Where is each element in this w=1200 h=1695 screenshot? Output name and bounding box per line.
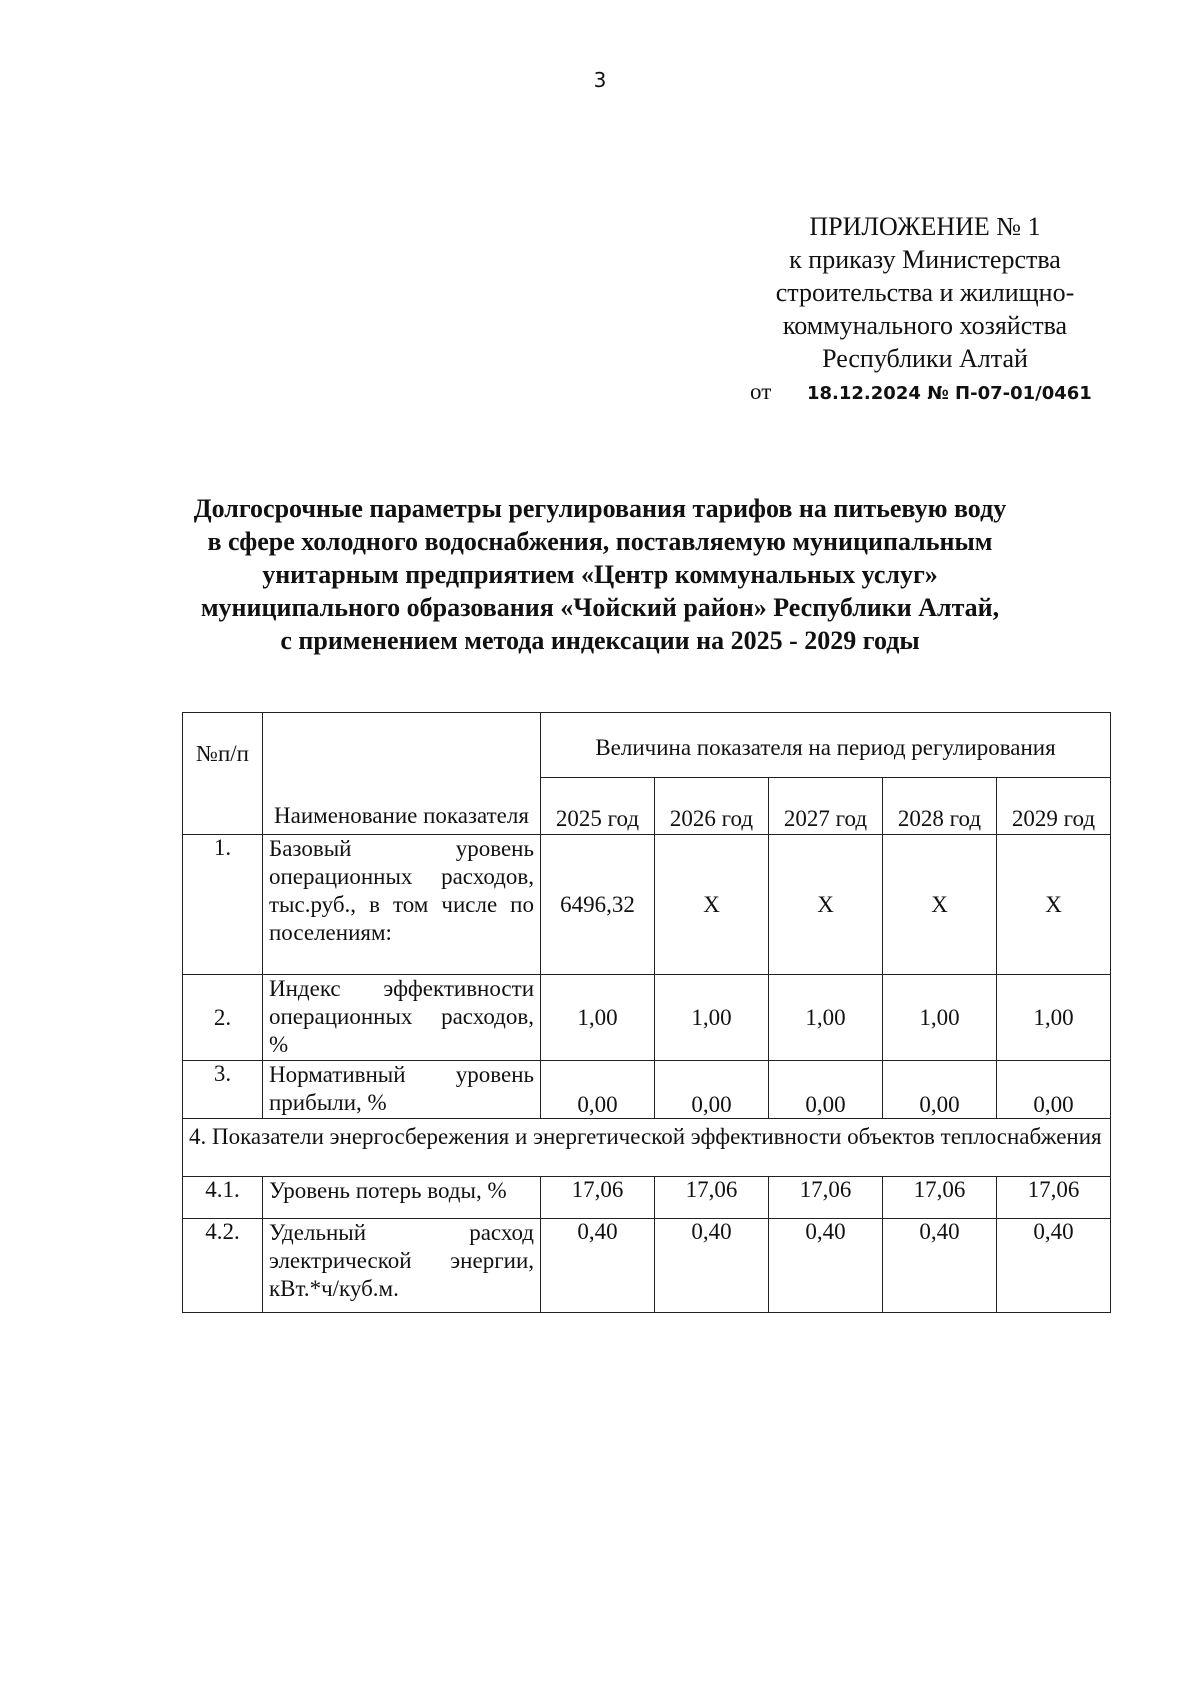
- row-value: 1,00: [541, 975, 655, 1061]
- title-line: в сфере холодного водоснабжения, поставляемую муниципальным: [207, 527, 993, 556]
- page-number: 3: [593, 68, 607, 92]
- header-year: 2025 год: [541, 778, 655, 835]
- header-name: Наименование показателя: [263, 713, 541, 835]
- row-value: Х: [769, 835, 883, 975]
- table-row: [183, 1177, 1111, 1219]
- title-line: Долгосрочные параметры регулирования тарифов на питьевую воду: [193, 494, 1007, 523]
- row-name: Индекс эффективности операционных расходов, %: [263, 975, 541, 1061]
- table-row: [183, 1061, 1111, 1119]
- indicators-table: [182, 712, 1111, 1313]
- row-number: 4.1.: [183, 1177, 263, 1219]
- appendix-line: к приказу Министерства: [789, 245, 1061, 274]
- document-title: [120, 492, 1080, 657]
- row-value: 1,00: [655, 975, 769, 1061]
- appendix-line: строительства и жилищно-: [775, 278, 1075, 307]
- row-value: 0,00: [541, 1061, 655, 1119]
- row-name: Удельный расход электрической энергии, кВт.*ч/куб.м.: [263, 1219, 541, 1313]
- header-year: 2029 год: [997, 778, 1111, 835]
- row-value: 6496,32: [541, 835, 655, 975]
- row-value: 0,40: [883, 1219, 997, 1313]
- title-line: унитарным предприятием «Центр коммунальных услуг»: [262, 560, 938, 589]
- table-header-row: [183, 713, 1111, 778]
- row-name: Базовый уровень операционных расходов, тыс.руб., в том числе по поселениям:: [263, 835, 541, 975]
- header-year: 2028 год: [883, 778, 997, 835]
- row-name: Нормативный уровень прибыли, %: [263, 1061, 541, 1119]
- header-period: Величина показателя на период регулирования: [541, 713, 1111, 778]
- row-value: Х: [997, 835, 1111, 975]
- title-line: муниципального образования «Чойский район» Республики Алтай,: [200, 593, 1000, 622]
- table-row: [183, 1219, 1111, 1313]
- table-row: [183, 975, 1111, 1061]
- appendix-line: коммунального хозяйства: [782, 311, 1068, 340]
- row-value: 17,06: [541, 1177, 655, 1219]
- row-value: 0,00: [997, 1061, 1111, 1119]
- row-value: 1,00: [883, 975, 997, 1061]
- header-year: 2026 год: [655, 778, 769, 835]
- row-number: 4.2.: [183, 1219, 263, 1313]
- order-reference: [750, 379, 1092, 405]
- row-value: 17,06: [997, 1177, 1111, 1219]
- section-heading: 4. Показатели энергосбережения и энергетической эффективности объектов теплоснабжения: [183, 1119, 1111, 1177]
- appendix-block: [740, 210, 1110, 375]
- row-value: 0,00: [655, 1061, 769, 1119]
- row-number: 1.: [183, 835, 263, 975]
- row-value: 17,06: [883, 1177, 997, 1219]
- header-year: 2027 год: [769, 778, 883, 835]
- row-value: 0,40: [997, 1219, 1111, 1313]
- row-value: 17,06: [769, 1177, 883, 1219]
- title-line: с применением метода индексации на 2025 - 2029 годы: [280, 626, 920, 655]
- row-number: 3.: [183, 1061, 263, 1119]
- table-row: [183, 835, 1111, 975]
- order-number: 18.12.2024 № П-07-01/0461: [807, 383, 1092, 404]
- order-prefix: от: [750, 379, 772, 404]
- row-value: Х: [883, 835, 997, 975]
- row-value: Х: [655, 835, 769, 975]
- row-value: 1,00: [997, 975, 1111, 1061]
- row-value: 0,40: [769, 1219, 883, 1313]
- row-value: 17,06: [655, 1177, 769, 1219]
- row-value: 0,00: [883, 1061, 997, 1119]
- row-value: 0,40: [655, 1219, 769, 1313]
- appendix-line: Республики Алтай: [822, 344, 1028, 373]
- row-value: 1,00: [769, 975, 883, 1061]
- row-value: 0,40: [541, 1219, 655, 1313]
- appendix-line: ПРИЛОЖЕНИЕ № 1: [809, 212, 1041, 241]
- section-row: [183, 1119, 1111, 1177]
- header-num: №п/п: [183, 713, 263, 835]
- row-name: Уровень потерь воды, %: [263, 1177, 541, 1219]
- row-number: 2.: [183, 975, 263, 1061]
- row-value: 0,00: [769, 1061, 883, 1119]
